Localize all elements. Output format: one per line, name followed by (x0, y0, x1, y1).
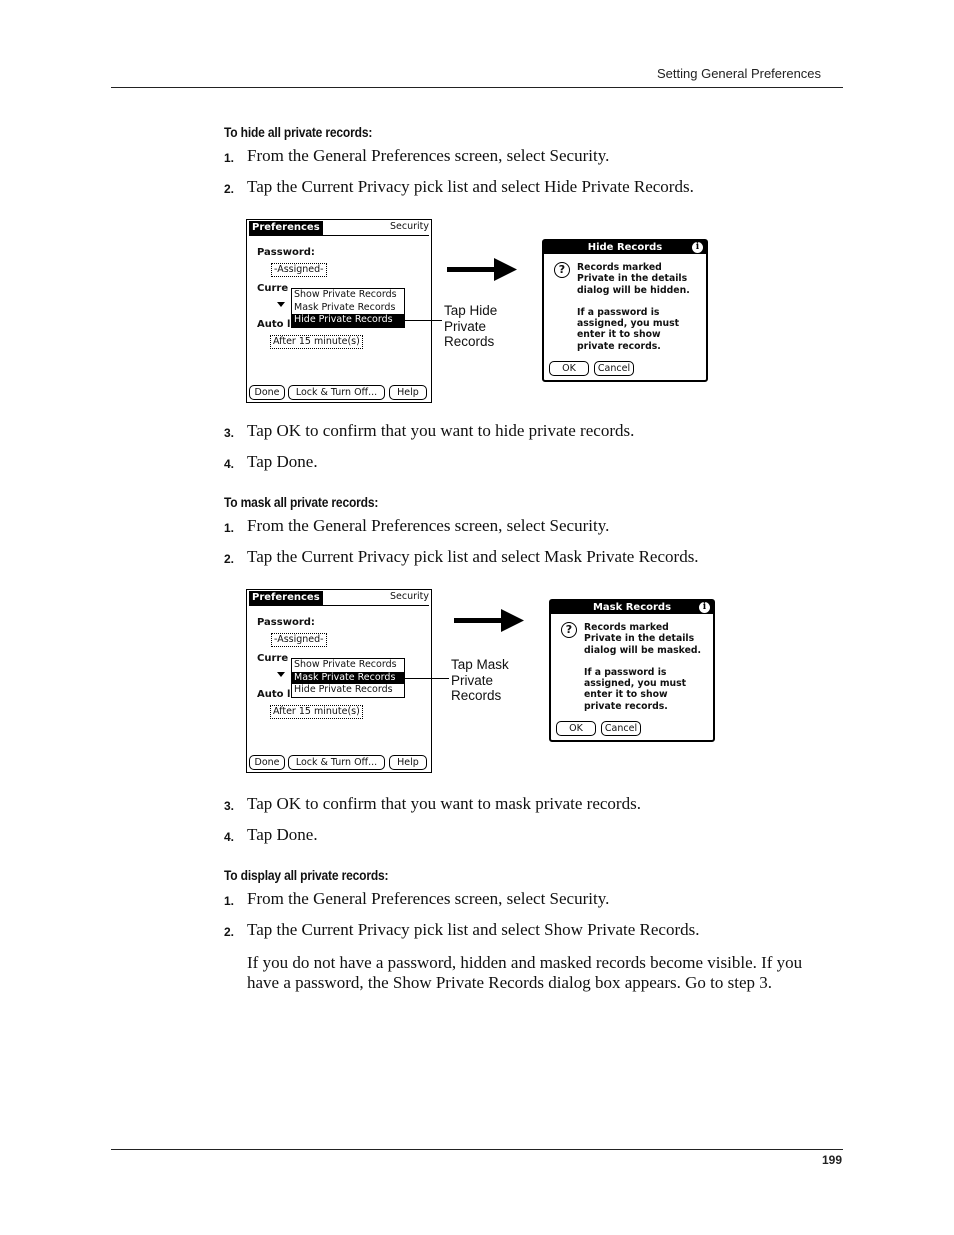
auto-lock-field[interactable]: After 15 minute(s) (270, 705, 363, 719)
dialog-line: If a password is (577, 306, 660, 318)
footer-rule (111, 1149, 843, 1150)
info-icon[interactable]: i (699, 602, 710, 613)
step-number: 3. (224, 799, 235, 813)
section-heading-display: To display all private records: (224, 867, 389, 883)
step-text: Tap OK to confirm that you want to mask private records. (247, 794, 641, 813)
callout-leader-line (404, 678, 449, 679)
step-number: 4. (224, 830, 235, 844)
palm-preferences-screen (246, 219, 432, 403)
callout-line: Tap Mask (451, 657, 509, 672)
callout-leader-line (404, 320, 442, 321)
step-text: From the General Preferences screen, select Security. (247, 516, 610, 535)
dialog-ok-button[interactable]: OK (556, 721, 596, 736)
lock-turn-off-button[interactable]: Lock & Turn Off... (288, 385, 385, 400)
dialog-line: enter it to show (577, 329, 661, 341)
step-text: Tap Done. (247, 452, 318, 471)
callout-line: Private (444, 318, 487, 334)
dialog-line: Private in the details (584, 633, 695, 645)
dialog-line: dialog will be masked. (584, 644, 702, 656)
step-number: 2. (224, 552, 235, 566)
help-button[interactable]: Help (389, 385, 427, 400)
lock-turn-off-button[interactable]: Lock & Turn Off... (288, 755, 385, 770)
step-number: 2. (224, 925, 235, 939)
list-item-show[interactable]: Show Private Records (294, 659, 397, 670)
callout-text (451, 657, 509, 704)
dialog-message (584, 622, 701, 712)
auto-lock-field[interactable]: After 15 minute(s) (270, 335, 363, 349)
step-text: From the General Preferences screen, select Security. (247, 889, 610, 908)
header-rule (111, 87, 843, 88)
step-text: From the General Preferences screen, select Security. (247, 146, 610, 165)
body-paragraph: If you do not have a password, hidden and masked records become visible. If you have a password, the Show Private Records dialog box appears. Go to step 3. (247, 953, 803, 992)
question-icon: ? (561, 622, 577, 638)
list-item-mask[interactable]: Mask Private Records (292, 672, 404, 685)
title-rule (249, 605, 429, 606)
auto-lock-label: Auto l (257, 689, 291, 700)
dialog-line: Private in the details (577, 273, 688, 285)
password-field[interactable]: -Assigned- (271, 633, 327, 647)
step-text: Tap Done. (247, 825, 318, 844)
auto-lock-label: Auto l (257, 319, 291, 330)
dialog-line: Records marked (584, 622, 669, 633)
title-rule (249, 235, 429, 236)
step-number: 1. (224, 151, 235, 165)
screen-title: Preferences (249, 591, 323, 605)
callout-line: Tap Hide (444, 303, 498, 318)
step-number: 4. (224, 457, 235, 471)
callout-line: Private (451, 672, 494, 688)
hide-records-dialog (542, 239, 708, 382)
dialog-message (577, 262, 690, 352)
privacy-pick-list (291, 288, 405, 328)
mask-records-dialog (549, 599, 715, 742)
info-icon[interactable]: i (692, 242, 703, 253)
dialog-line: Records marked (577, 262, 662, 273)
section-heading-mask: To mask all private records: (224, 494, 379, 510)
right-arrow-icon (454, 607, 526, 635)
list-item-hide[interactable]: Hide Private Records (294, 684, 393, 695)
callout-line: Records (451, 688, 502, 703)
dialog-ok-button[interactable]: OK (549, 361, 589, 376)
password-field[interactable]: -Assigned- (271, 263, 327, 277)
dialog-title: Mask Records (551, 601, 713, 614)
list-item-hide[interactable]: Hide Private Records (292, 314, 404, 327)
step-number: 3. (224, 426, 235, 440)
dialog-line: assigned, you must (584, 678, 687, 690)
step-number: 2. (224, 182, 235, 196)
running-header: Setting General Preferences (657, 66, 822, 81)
done-button[interactable]: Done (249, 755, 285, 770)
step-text: Tap the Current Privacy pick list and select Hide Private Records. (247, 177, 694, 196)
screen-category: Security (389, 591, 429, 602)
callout-line: Records (444, 334, 495, 349)
list-item-show[interactable]: Show Private Records (294, 289, 397, 300)
callout-text (444, 303, 497, 350)
section-heading-hide: To hide all private records: (224, 124, 373, 140)
list-item-mask[interactable]: Mask Private Records (294, 301, 396, 313)
dialog-line: assigned, you must (577, 318, 680, 330)
dialog-cancel-button[interactable]: Cancel (594, 361, 634, 376)
dialog-cancel-button[interactable]: Cancel (601, 721, 641, 736)
step-text: Tap OK to confirm that you want to hide private records. (247, 421, 635, 440)
dialog-line: dialog will be hidden. (577, 284, 690, 296)
dialog-title: Hide Records (544, 241, 706, 254)
screen-category: Security (389, 221, 429, 232)
dialog-line: private records. (584, 700, 668, 712)
current-privacy-label: Curre (257, 653, 289, 664)
step-text: Tap the Current Privacy pick list and select Mask Private Records. (247, 547, 699, 566)
password-label: Password: (257, 247, 315, 258)
palm-preferences-screen (246, 589, 432, 773)
done-button[interactable]: Done (249, 385, 285, 400)
pick-list-triangle-icon[interactable] (277, 672, 285, 677)
pick-list-triangle-icon[interactable] (277, 302, 285, 307)
step-number: 1. (224, 894, 235, 908)
dialog-line: private records. (577, 340, 661, 352)
right-arrow-icon (447, 256, 519, 284)
privacy-pick-list (291, 658, 405, 698)
help-button[interactable]: Help (389, 755, 427, 770)
dialog-line: If a password is (584, 666, 667, 678)
password-label: Password: (257, 617, 315, 628)
current-privacy-label: Curre (257, 283, 289, 294)
dialog-line: enter it to show (584, 689, 668, 701)
screen-title: Preferences (249, 221, 323, 235)
step-number: 1. (224, 521, 235, 535)
page-number: 199 (821, 1153, 842, 1167)
question-icon: ? (554, 262, 570, 278)
step-text: Tap the Current Privacy pick list and select Show Private Records. (247, 920, 700, 939)
